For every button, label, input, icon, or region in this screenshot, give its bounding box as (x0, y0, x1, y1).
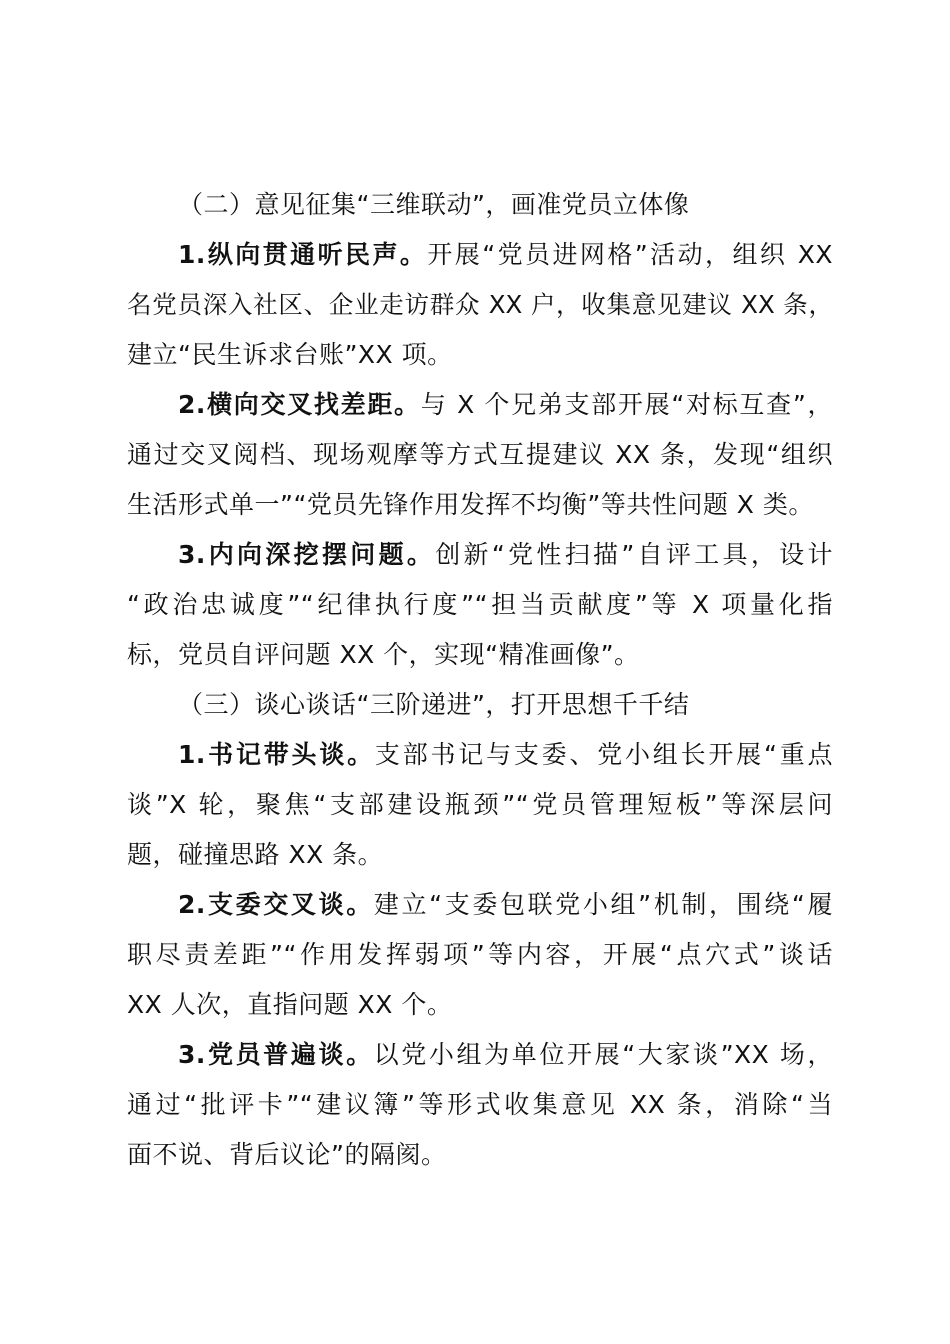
paragraph-line: 题，碰撞思路 XX 条。 (127, 840, 384, 869)
paragraph-line: “政治忠诚度”“纪律执行度”“担当贡献度”等 X 项量化指 (127, 590, 833, 619)
paragraph-line (178, 380, 833, 430)
paragraph-line: 通过“批评卡”“建议簿”等形式收集意见 XX 条，消除“当 (127, 1090, 833, 1119)
paragraph-line: 生活形式单一”“党员先锋作用发挥不均衡”等共性问题 X 类。 (127, 490, 814, 519)
item-lead: 2.支委交叉谈。 (178, 890, 374, 919)
paragraph-line: 标，党员自评问题 XX 个，实现“精准画像”。 (127, 640, 640, 669)
item-text: 支部书记与支委、党小组长开展“重点 (374, 740, 833, 769)
item-text: 以党小组为单位开展“大家谈”XX 场， (373, 1040, 833, 1069)
paragraph-line (178, 530, 833, 580)
item-lead: 2.横向交叉找差距。 (178, 390, 421, 419)
item-text: 与 X 个兄弟支部开展“对标互查”， (420, 390, 833, 419)
paragraph-line (178, 230, 833, 280)
item-lead: 1.纵向贯通听民声。 (178, 240, 428, 269)
paragraph-line (178, 880, 833, 930)
paragraph-line: XX 人次，直指问题 XX 个。 (127, 990, 453, 1019)
paragraph-line: 名党员深入社区、企业走访群众 XX 户，收集意见建议 XX 条， (127, 290, 833, 319)
item-lead: 1.书记带头谈。 (178, 740, 375, 769)
paragraph-line: 谈”X 轮，聚焦“支部建设瓶颈”“党员管理短板”等深层问 (127, 790, 833, 819)
section-heading: （二）意见征集“三维联动”，画准党员立体像 (178, 190, 690, 219)
item-text: 创新“党性扫描”自评工具，设计 (435, 540, 833, 569)
paragraph-line (178, 1030, 833, 1080)
item-lead: 3.内向深挖摆问题。 (178, 540, 436, 569)
paragraph-line: 建立“民生诉求台账”XX 项。 (127, 340, 453, 369)
item-text: 开展“党员进网格”活动，组织 XX (427, 240, 833, 269)
paragraph-line: 面不说、背后议论”的隔阂。 (127, 1140, 447, 1169)
item-lead: 3.党员普遍谈。 (178, 1040, 374, 1069)
section-heading: （三）谈心谈话“三阶递进”，打开思想千千结 (178, 690, 690, 719)
paragraph-line: 职尽责差距”“作用发挥弱项”等内容，开展“点穴式”谈话 (127, 940, 833, 969)
item-text: 建立“支委包联党小组”机制，围绕“履 (373, 890, 833, 919)
paragraph-line: 通过交叉阅档、现场观摩等方式互提建议 XX 条，发现“组织 (127, 440, 833, 469)
paragraph-line (178, 730, 833, 780)
